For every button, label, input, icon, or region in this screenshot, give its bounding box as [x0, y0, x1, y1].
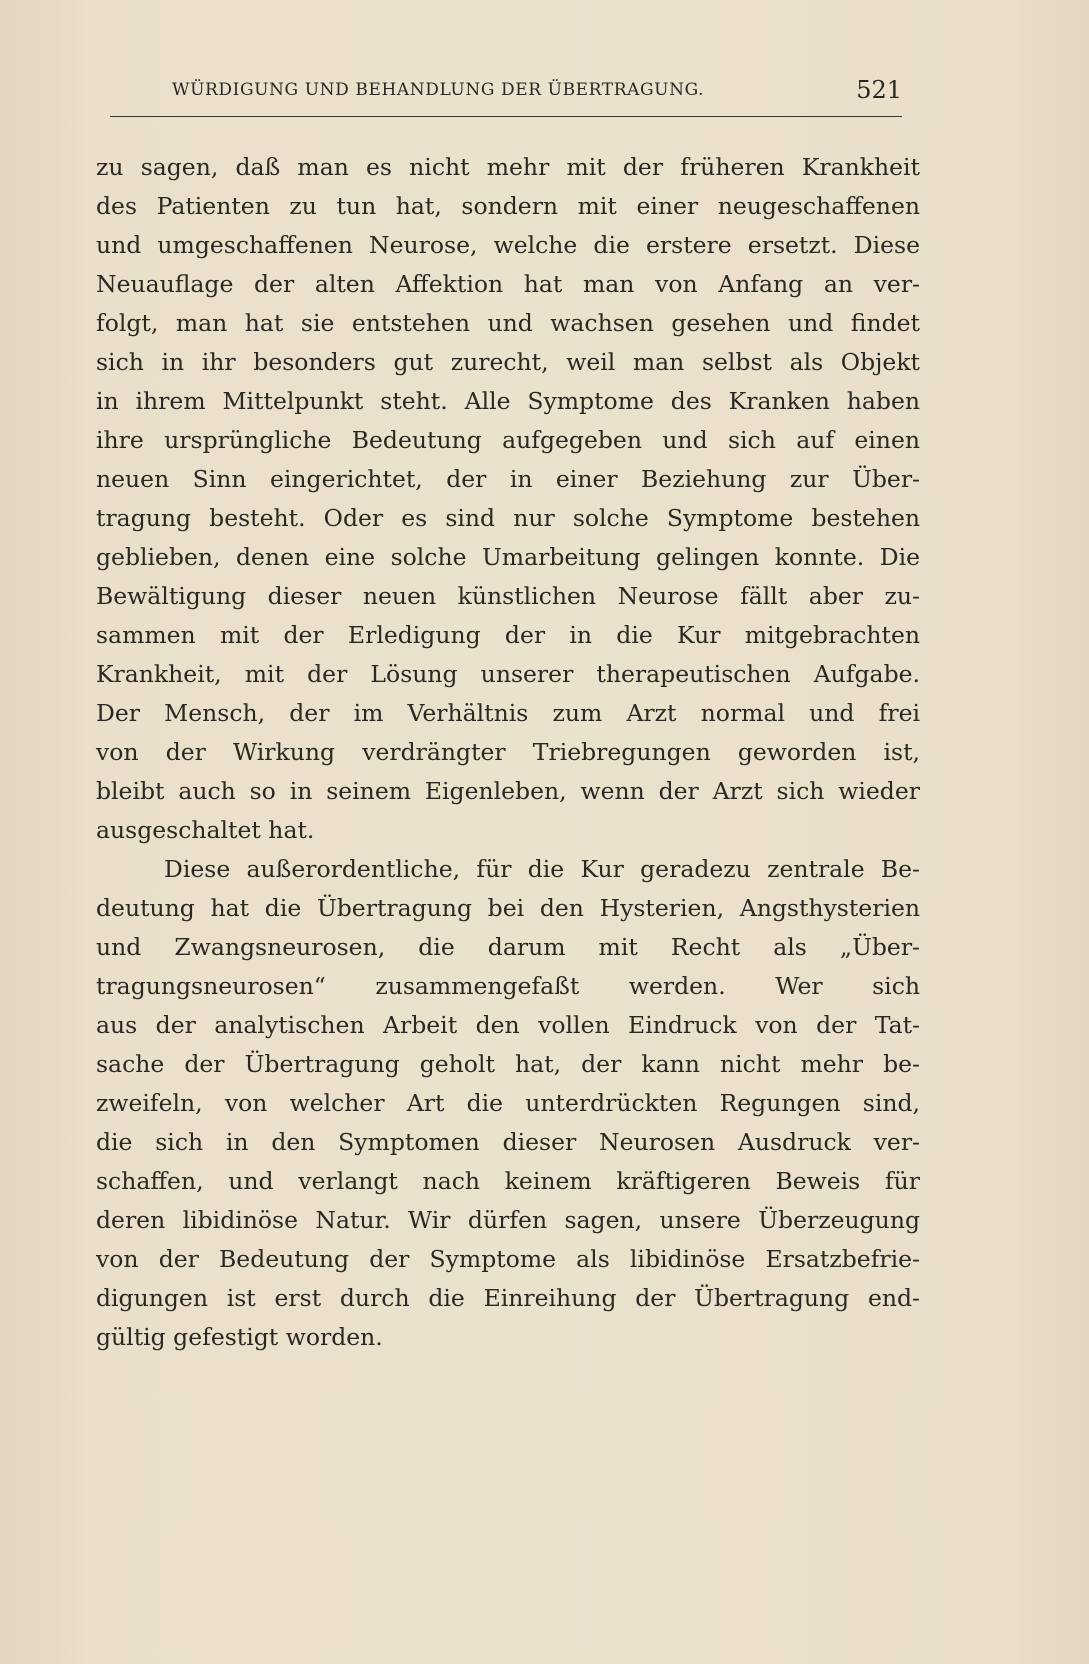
text-line: von der Bedeutung der Symptome als libidinöse Ersatzbefrie-	[96, 1245, 920, 1273]
running-head	[110, 76, 906, 116]
text-line: zweifeln, von welcher Art die unterdrückten Regungen sind,	[96, 1089, 920, 1117]
text-line: schaffen, und verlangt nach keinem kräftigeren Beweis für	[96, 1167, 920, 1195]
text-line: ausgeschaltet hat.	[96, 816, 315, 844]
text-line: aus der analytischen Arbeit den vollen Eindruck von der Tat-	[96, 1011, 920, 1039]
text-line: ihre ursprüngliche Bedeutung aufgegeben und sich auf einen	[96, 426, 920, 454]
text-line: und Zwangsneurosen, die darum mit Recht als „Über-	[96, 933, 920, 961]
text-line: sich in ihr besonders gut zurecht, weil man selbst als Objekt	[96, 348, 920, 376]
text-line: bleibt auch so in seinem Eigenleben, wenn der Arzt sich wieder	[96, 777, 920, 805]
page-number: 521	[856, 76, 902, 104]
text-line: sache der Übertragung geholt hat, der kann nicht mehr be-	[96, 1050, 920, 1078]
text-line: digungen ist erst durch die Einreihung der Übertragung end-	[96, 1284, 920, 1312]
text-line: von der Wirkung verdrängter Triebregungen geworden ist,	[96, 738, 920, 766]
text-line: neuen Sinn eingerichtet, der in einer Beziehung zur Über-	[96, 465, 920, 493]
text-line: und umgeschaffenen Neurose, welche die erstere ersetzt. Diese	[96, 231, 920, 259]
text-line: folgt, man hat sie entstehen und wachsen gesehen und findet	[96, 309, 920, 337]
text-line: deutung hat die Übertragung bei den Hysterien, Angsthysterien	[96, 894, 920, 922]
running-title: WÜRDIGUNG UND BEHANDLUNG DER ÜBERTRAGUNG.	[172, 80, 705, 100]
text-line: Der Mensch, der im Verhältnis zum Arzt normal und frei	[96, 699, 920, 727]
text-line: tragungsneurosen“ zusammengefaßt werden. Wer sich	[96, 972, 920, 1000]
text-line: sammen mit der Erledigung der in die Kur mitgebrachten	[96, 621, 920, 649]
text-line: Bewältigung dieser neuen künstlichen Neurose fällt aber zu-	[96, 582, 920, 610]
body-text	[96, 148, 920, 1357]
text-line: Neuauflage der alten Affektion hat man von Anfang an ver-	[96, 270, 920, 298]
paragraph-2	[96, 850, 920, 1357]
text-line: deren libidinöse Natur. Wir dürfen sagen, unsere Überzeugung	[96, 1206, 920, 1234]
text-line: tragung besteht. Oder es sind nur solche Symptome bestehen	[96, 504, 920, 532]
paragraph-1	[96, 148, 920, 850]
text-line: in ihrem Mittelpunkt steht. Alle Symptome des Kranken haben	[96, 387, 920, 415]
text-line: zu sagen, daß man es nicht mehr mit der früheren Krankheit	[96, 153, 920, 181]
text-line: geblieben, denen eine solche Umarbeitung gelingen konnte. Die	[96, 543, 920, 571]
text-line: des Patienten zu tun hat, sondern mit einer neugeschaffenen	[96, 192, 920, 220]
text-line: Krankheit, mit der Lösung unserer therapeutischen Aufgabe.	[96, 660, 920, 688]
text-line: gültig gefestigt worden.	[96, 1323, 383, 1351]
text-line: Diese außerordentliche, für die Kur geradezu zentrale Be-	[164, 855, 920, 883]
text-line: die sich in den Symptomen dieser Neurosen Ausdruck ver-	[96, 1128, 920, 1156]
header-rule	[110, 116, 902, 117]
